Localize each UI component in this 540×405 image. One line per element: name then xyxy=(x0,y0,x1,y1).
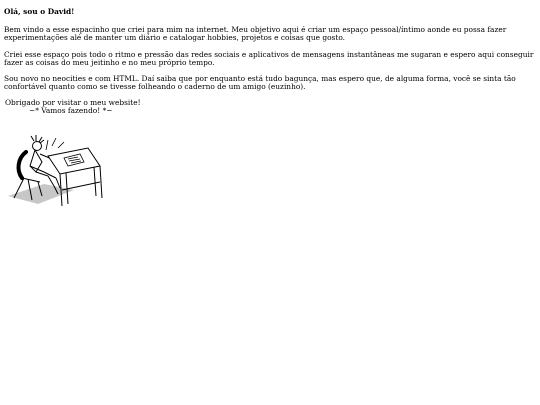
person-writing-at-desk-drawing xyxy=(4,126,108,212)
newbie-paragraph: Sou novo no neocities e com HTML. Daí saiba que por enquanto está tudo bagunça, mas espero que, de alguma forma, você se sinta tão confortável quanto como se tivesse folheando o caderno de um amigo (euzinho). xyxy=(4,74,516,92)
motto-text: ~* Vamos fazendo! *~ xyxy=(29,106,113,115)
thanks-message: Obrigado por visitar o meu website! xyxy=(5,98,141,107)
intro-paragraph: Bem vindo a esse espacinho que criei para mim na internet. Meu objetivo aqui é criar um espaço pessoal/íntimo aonde eu possa fazer experimentações alé de manter um diário e catalogar hobbies, projetos e coisas que gosto. xyxy=(4,25,507,43)
reason-paragraph: Criei esse espaço pois todo o ritmo e pressão das redes sociais e aplicativos de mensagens instantâneas me sugaran e espero aqui conseguir fazer as coisas do meu jeitinho e no meu próprio tempo. xyxy=(4,50,534,68)
chair-back xyxy=(19,152,26,178)
page-title: Olá, sou o David! xyxy=(4,7,75,16)
